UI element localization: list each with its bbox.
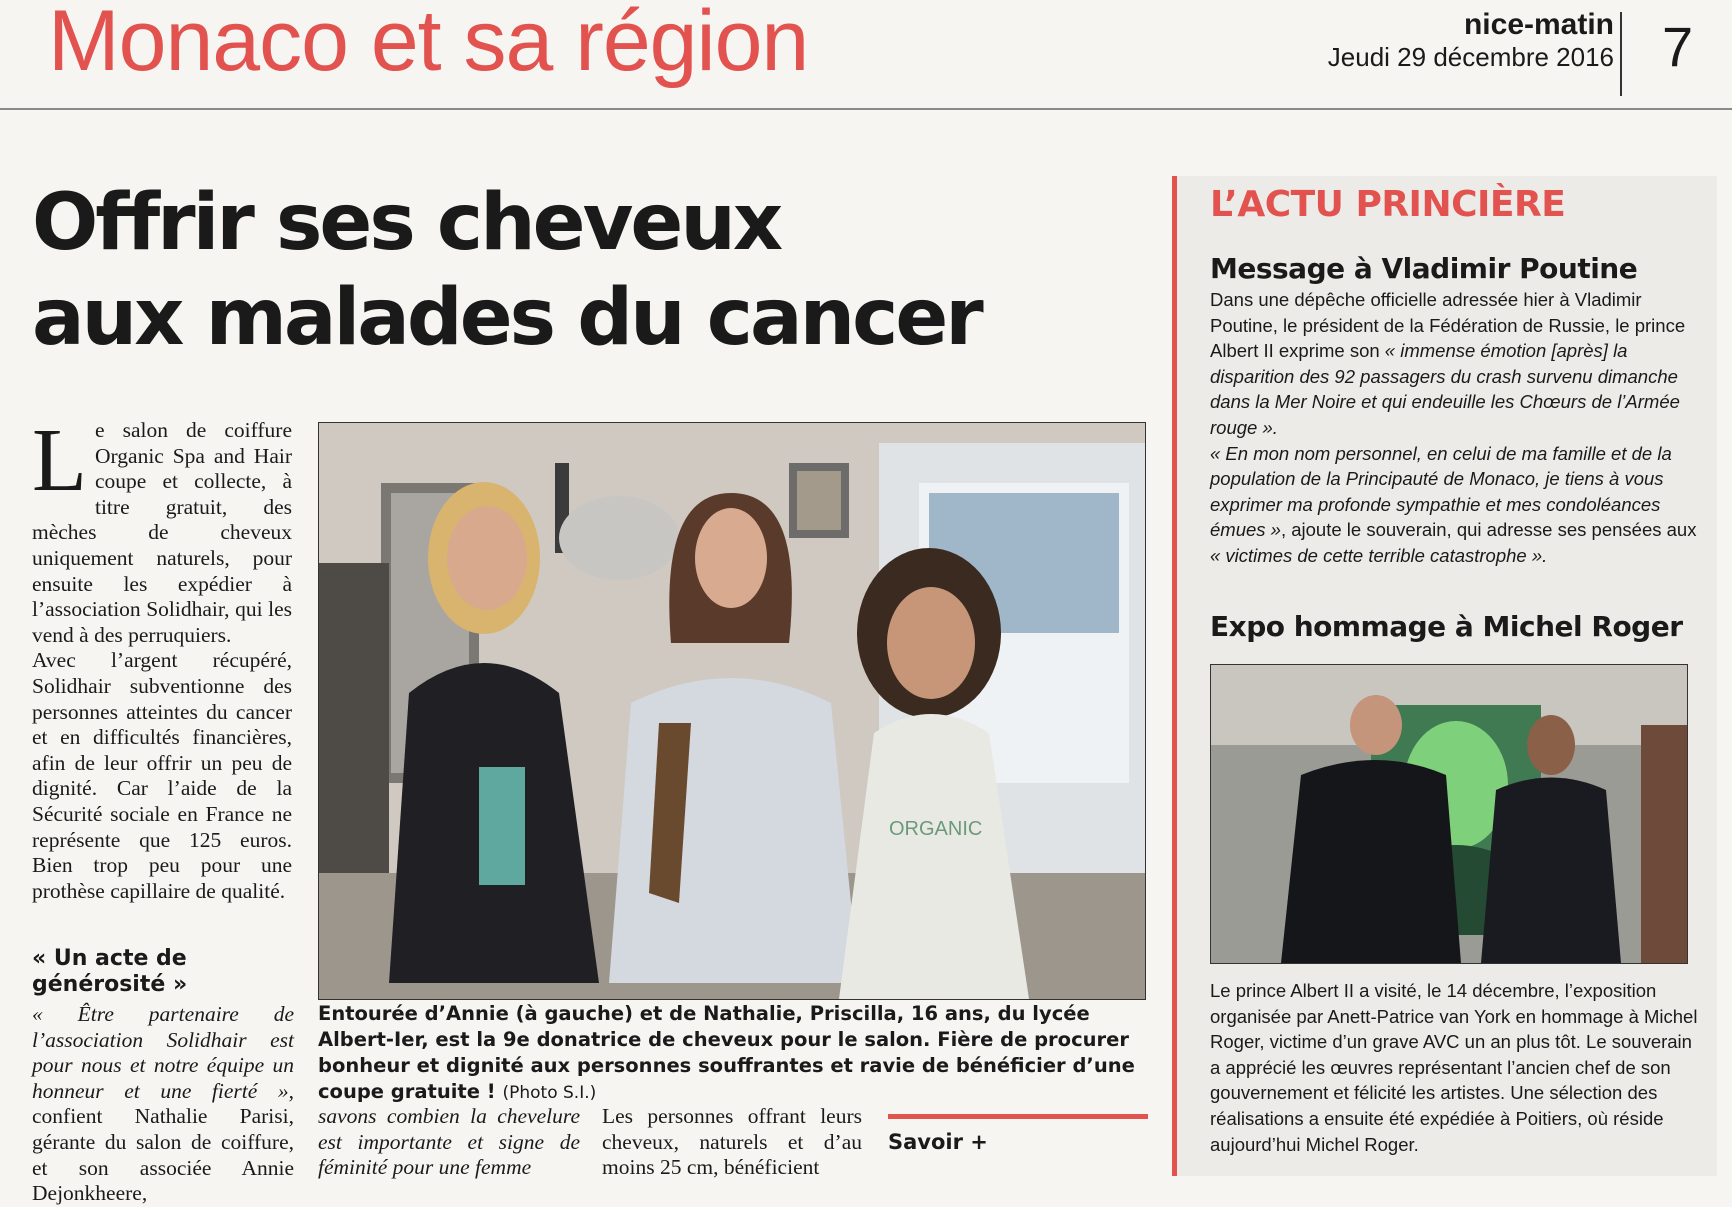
sidebar-item-2-title: Expo hommage à Michel Roger (1210, 610, 1683, 643)
article-column-3: Les personnes offrant leurs cheveux, naturels et d’au moins 25 cm, bénéficient (602, 1104, 862, 1180)
article-paragraph-2: Avec l’argent récupéré, Solidhair subventionne des personnes atteintes du cancer et en difficultés financières, afin de leur offrir un peu de dignité. Car l’aide de la Sécurité sociale en France ne représente que 125 euros. Bien trop peu pour une prothèse capillaire de qualité. (32, 648, 292, 903)
section-title: Monaco et sa région (48, 0, 809, 89)
headline-line-2: aux malades du cancer (32, 273, 981, 364)
sidebar-item-2-text: Le prince Albert II a visité, le 14 décembre, l’exposition organisée par Anett-Patrice van York en hommage à Michel Roger, victime d’un grave AVC un an plus tôt. Le souverain a apprécié les œuvres représentant l’ancien chef de son gouvernement et félicité les artistes. Une sélection des réalisations a ensuite été expédiée à Poitiers, où réside aujourd’hui Michel Roger. (1210, 980, 1698, 1155)
article-column-2: savons combien la chevelure est importante et signe de féminité pour une femme (318, 1104, 580, 1180)
sidebar-item-1-text (1210, 287, 1698, 569)
headline-line-1: Offrir ses cheveux (32, 178, 781, 268)
savoir-rule (888, 1114, 1148, 1119)
exhibition-photo-illustration (1211, 665, 1687, 963)
photo-credit: (Photo S.I.) (502, 1083, 597, 1103)
quote-italic: « Être partenaire de l’association Solidhair est pour nous et notre équipe un honneur et une fierté » (32, 1002, 294, 1103)
article-paragraph-1 (32, 411, 292, 648)
article-subhead: « Un acte de générosité » (32, 946, 188, 997)
photo-caption (318, 1001, 1152, 1106)
caption-text: Entourée d’Annie (à gauche) et de Nathalie, Priscilla, 16 ans, du lycée Albert-Ier, est la 9e donatrice de cheveux pour le salon. Fière de procurer bonheur et dignité aux personnes souffrantes et ravie de bénéficier d’une coupe gratuite ! (318, 1002, 1135, 1103)
publication-date: Jeudi 29 décembre 2016 (1327, 42, 1614, 72)
header-rule (0, 108, 1732, 110)
page-number: 7 (1662, 15, 1694, 78)
item1-quote-2: « En mon nom personnel, en celui de ma famille et de la population de la Principauté de Monaco, je tiens à vous exprimer ma profonde sympathie et mes condoléances émues » (1210, 442, 1672, 541)
item1-quote-3: « victimes de cette terrible catastrophe ». (1210, 544, 1548, 566)
quote-rest: , confient Nathalie Parisi, gérante du salon de coiffure, et son associée Annie Dejonkheere, (32, 1078, 294, 1206)
savoir-plus-heading: Savoir + (888, 1130, 988, 1154)
article-quote-paragraph (32, 1002, 294, 1207)
sidebar-title: L’ACTU PRINCIÈRE (1210, 184, 1566, 225)
sidebar-item-1-title: Message à Vladimir Poutine (1210, 252, 1638, 285)
masthead (1328, 8, 1614, 75)
tshirt-logo: ORGANIC (889, 818, 983, 840)
item1-quote-1: « immense émotion [après] la disparition des 92 passagers du crash survenu dimanche dans la Mer Noire et qui endeuille les Chœurs de l’Armée rouge ». (1210, 340, 1680, 438)
masthead-divider (1620, 12, 1622, 96)
article-photo (318, 422, 1146, 1000)
article-headline (32, 176, 1162, 366)
salon-photo-illustration (319, 423, 1145, 999)
item1-intro: Dans une dépêche officielle adressée hier à Vladimir Poutine, le président de la Fédération de Russie, le prince Albert II exprime son (1210, 289, 1686, 362)
newspaper-name: nice-matin (1463, 8, 1614, 41)
paragraph-1-text: e salon de coiffure Organic Spa and Hair coupe et collecte, à titre gratuit, des mèches de cheveux uniquement naturels, pour ensuite les expédier à l’association Solidhair, qui les vend à des perruquiers. (32, 418, 292, 647)
item1-mid: , ajoute le souverain, qui adresse ses pensées aux (1280, 519, 1697, 541)
article-column-1 (32, 411, 292, 904)
sidebar-photo (1210, 664, 1688, 964)
drop-cap: L (32, 411, 87, 510)
